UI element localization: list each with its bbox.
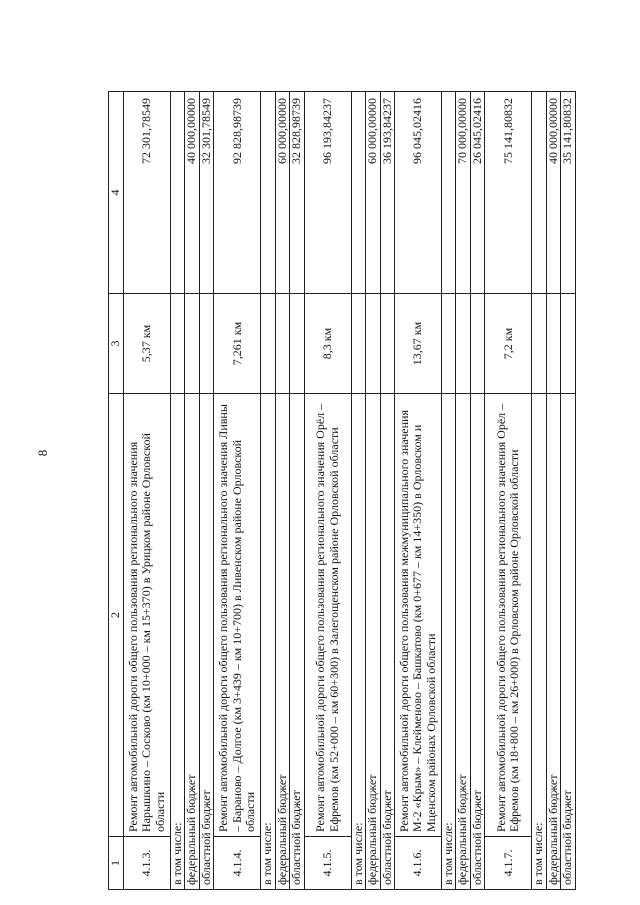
row-number: 4.1.5.	[304, 837, 351, 890]
subrow-empty	[290, 294, 304, 394]
subrow-label: в том числе:	[351, 394, 365, 890]
header-cell: 3	[109, 294, 124, 394]
subrow-label: областной бюджет	[380, 394, 394, 890]
table-row-object	[485, 92, 532, 890]
header-cell: 2	[109, 394, 124, 837]
subrow-empty	[366, 294, 380, 394]
row-amount: 96 045,02416	[394, 92, 441, 294]
subrow-label: федеральный бюджет	[185, 394, 199, 890]
subrow-empty	[185, 294, 199, 394]
subrow-empty	[199, 294, 213, 394]
table-row-subtotal	[261, 92, 275, 890]
subrow-label: в том числе:	[532, 394, 546, 890]
subrow-empty	[351, 294, 365, 394]
row-description: Ремонт автомобильной дороги общего пользования межмуниципального значения М-2 «Крым» – Клейменово – Башкатово (км 0+677 – км 14+350) в Орловском и Мценском районах Орловской области	[394, 394, 441, 837]
row-amount: 92 828,98739	[214, 92, 261, 294]
table-row-object	[214, 92, 261, 890]
subrow-amount	[261, 92, 275, 294]
table-row-subtotal	[546, 92, 560, 890]
subrow-label: в том числе:	[261, 394, 275, 890]
row-length: 8,3 км	[304, 294, 351, 394]
subrow-amount: 60 000,00000	[275, 92, 289, 294]
subrow-empty	[470, 294, 484, 394]
subrow-label: федеральный бюджет	[456, 394, 470, 890]
subrow-empty	[456, 294, 470, 394]
subrow-amount: 60 000,00000	[366, 92, 380, 294]
table-row-object	[394, 92, 441, 890]
subrow-amount: 70 000,00000	[456, 92, 470, 294]
subrow-empty	[532, 294, 546, 394]
table-row-subtotal	[561, 92, 575, 890]
budget-table	[108, 91, 576, 890]
subrow-empty	[171, 294, 185, 394]
subrow-amount: 35 141,80832	[561, 92, 575, 294]
subrow-amount: 36 193,84237	[380, 92, 394, 294]
subrow-amount: 26 045,02416	[470, 92, 484, 294]
table-row-subtotal	[290, 92, 304, 890]
table-row-subtotal	[470, 92, 484, 890]
table-row-subtotal	[456, 92, 470, 890]
table-row-subtotal	[532, 92, 546, 890]
subrow-empty	[261, 294, 275, 394]
subrow-label: областной бюджет	[290, 394, 304, 890]
rotated-table-container	[108, 92, 589, 890]
subrow-empty	[561, 294, 575, 394]
row-number: 4.1.4.	[214, 837, 261, 890]
row-length: 13,67 км	[394, 294, 441, 394]
subrow-label: областной бюджет	[561, 394, 575, 890]
subrow-label: областной бюджет	[470, 394, 484, 890]
subrow-empty	[380, 294, 394, 394]
header-cell: 1	[109, 837, 124, 890]
row-description: Ремонт автомобильной дороги общего пользования регионального значения Нарышкино – Сосково (км 10+000 – км 15+370) в Урицком районе Орловской области	[124, 394, 171, 837]
table-row-subtotal	[171, 92, 185, 890]
table-row-subtotal	[199, 92, 213, 890]
subrow-amount: 32 828,98739	[290, 92, 304, 294]
subrow-label: в том числе:	[441, 394, 455, 890]
table-row-subtotal	[275, 92, 289, 890]
subrow-empty	[441, 294, 455, 394]
table-row-subtotal	[351, 92, 365, 890]
subrow-empty	[546, 294, 560, 394]
row-number: 4.1.7.	[485, 837, 532, 890]
row-description: Ремонт автомобильной дороги общего пользования регионального значения Орёл – Ефремов (км 18+800 – км 26+000) в Орловском районе Орловской области	[485, 394, 532, 837]
subrow-amount	[441, 92, 455, 294]
table-row-object	[124, 92, 171, 890]
subrow-label: федеральный бюджет	[275, 394, 289, 890]
subrow-label: федеральный бюджет	[366, 394, 380, 890]
table-row-subtotal	[380, 92, 394, 890]
table-header-row	[109, 92, 124, 890]
subrow-amount	[532, 92, 546, 294]
subrow-amount: 40 000,00000	[546, 92, 560, 294]
table-row-subtotal	[366, 92, 380, 890]
subrow-empty	[275, 294, 289, 394]
table-row-object	[304, 92, 351, 890]
page-number: 8	[35, 449, 50, 457]
row-amount: 72 301,78549	[124, 92, 171, 294]
row-description: Ремонт автомобильной дороги общего пользования регионального значения Орёл – Ефремов (км 52+000 – км 60+300) в Залегощенском районе Орловской области	[304, 394, 351, 837]
row-number: 4.1.3.	[124, 837, 171, 890]
row-amount: 96 193,84237	[304, 92, 351, 294]
row-length: 7,261 км	[214, 294, 261, 394]
subrow-label: федеральный бюджет	[546, 394, 560, 890]
subrow-amount: 32 301,78549	[199, 92, 213, 294]
row-description: Ремонт автомобильной дороги общего пользования регионального значения Ливны – Бараново – Долгое (км 3+439 – км 10+700) в Ливенском районе Орловской области	[214, 394, 261, 837]
header-cell: 4	[109, 92, 124, 294]
table-row-subtotal	[441, 92, 455, 890]
subrow-amount	[171, 92, 185, 294]
table-row-subtotal	[185, 92, 199, 890]
subrow-amount: 40 000,00000	[185, 92, 199, 294]
row-number: 4.1.6.	[394, 837, 441, 890]
subrow-label: областной бюджет	[199, 394, 213, 890]
row-amount: 75 141,80832	[485, 92, 532, 294]
row-length: 5,37 км	[124, 294, 171, 394]
row-length: 7,2 км	[485, 294, 532, 394]
subrow-amount	[351, 92, 365, 294]
subrow-label: в том числе:	[171, 394, 185, 890]
